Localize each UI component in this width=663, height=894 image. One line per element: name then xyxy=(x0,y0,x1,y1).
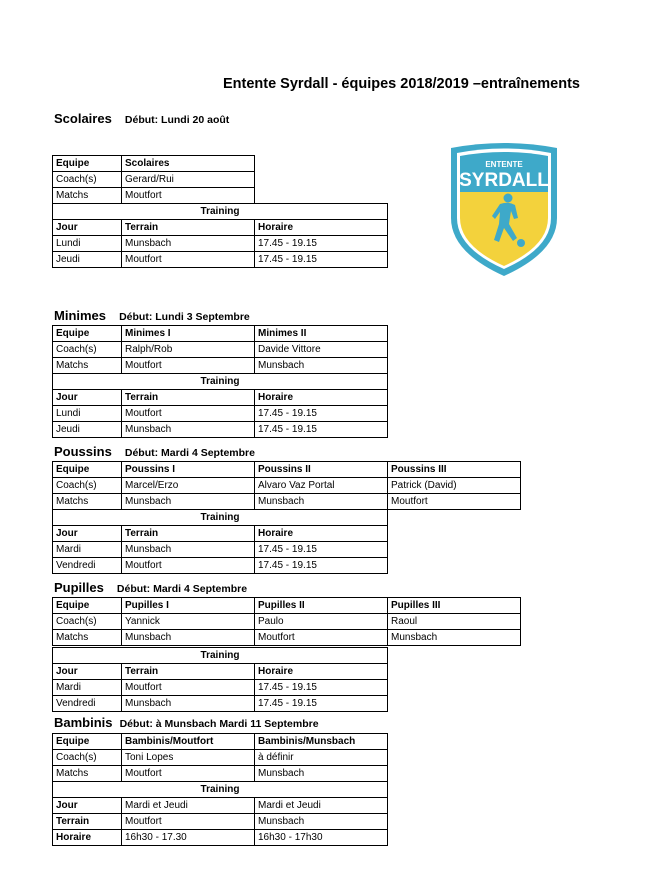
training-field: Munsbach xyxy=(122,542,255,558)
team-name: Scolaires xyxy=(122,156,255,172)
team-coach: Patrick (David) xyxy=(388,478,521,494)
table-row xyxy=(53,478,521,494)
training-day: Lundi xyxy=(53,236,122,252)
section-start-date: Début: Mardi 4 Septembre xyxy=(124,447,255,459)
section-header-bambinis xyxy=(54,715,319,730)
training-field: Munsbach xyxy=(122,236,255,252)
team-matchs: Moutfort xyxy=(388,494,521,510)
training-time: 17.45 - 19.15 xyxy=(255,236,388,252)
training-heading: Training xyxy=(53,510,388,526)
label-terrain: Terrain xyxy=(53,814,122,830)
table-row xyxy=(53,236,388,252)
table-row xyxy=(53,510,521,526)
team-name: Pupilles II xyxy=(255,598,388,614)
training-time: 17.45 - 19.15 xyxy=(255,422,388,438)
label-jour: Jour xyxy=(53,220,122,236)
label-terrain: Terrain xyxy=(122,220,255,236)
label-equipe: Equipe xyxy=(53,326,122,342)
label-jour: Jour xyxy=(53,390,122,406)
section-name: Bambinis xyxy=(54,715,113,730)
training-time: 16h30 - 17h30 xyxy=(255,830,388,846)
training-time: 17.45 - 19.15 xyxy=(255,406,388,422)
team-matchs: Munsbach xyxy=(255,358,388,374)
team-name: Minimes II xyxy=(255,326,388,342)
label-coach: Coach(s) xyxy=(53,172,122,188)
team-coach: Gerard/Rui xyxy=(122,172,255,188)
section-start-date: Début: à Munsbach Mardi 11 Septembre xyxy=(119,718,319,730)
team-matchs: Moutfort xyxy=(122,188,255,204)
section-start-date: Début: Lundi 20 août xyxy=(124,114,230,126)
training-field: Moutfort xyxy=(122,252,255,268)
table-row xyxy=(53,342,388,358)
team-matchs: Munsbach xyxy=(122,494,255,510)
training-field: Moutfort xyxy=(122,814,255,830)
team-coach: Paulo xyxy=(255,614,388,630)
table-row xyxy=(53,598,521,614)
team-name: Bambinis/Munsbach xyxy=(255,734,388,750)
team-matchs: Munsbach xyxy=(255,766,388,782)
training-field: Munsbach xyxy=(122,696,255,712)
training-field: Moutfort xyxy=(122,680,255,696)
table-row xyxy=(53,614,521,630)
label-terrain: Terrain xyxy=(122,664,255,680)
table-row xyxy=(53,462,521,478)
table-row xyxy=(53,326,388,342)
section-name: Scolaires xyxy=(54,111,112,126)
label-coach: Coach(s) xyxy=(53,614,122,630)
table-row xyxy=(53,358,388,374)
table-row xyxy=(53,734,388,750)
label-matchs: Matchs xyxy=(53,188,122,204)
logo-top-text: ENTENTE xyxy=(485,160,523,169)
team-name: Pupilles I xyxy=(122,598,255,614)
team-matchs: Moutfort xyxy=(255,630,388,646)
table-row xyxy=(53,830,388,846)
training-field: Moutfort xyxy=(122,406,255,422)
table-row xyxy=(53,630,521,646)
table-row xyxy=(53,220,388,236)
team-coach: Ralph/Rob xyxy=(122,342,255,358)
team-name: Poussins III xyxy=(388,462,521,478)
team-name: Pupilles III xyxy=(388,598,521,614)
document-title xyxy=(0,76,580,92)
team-matchs: Munsbach xyxy=(122,630,255,646)
training-day: Mardi et Jeudi xyxy=(122,798,255,814)
label-matchs: Matchs xyxy=(53,766,122,782)
table-row xyxy=(53,750,388,766)
team-coach: à définir xyxy=(255,750,388,766)
label-jour: Jour xyxy=(53,664,122,680)
table-row xyxy=(53,422,388,438)
label-coach: Coach(s) xyxy=(53,342,122,358)
table-row xyxy=(53,390,388,406)
table-row xyxy=(53,494,521,510)
table-row xyxy=(53,782,388,798)
label-horaire: Horaire xyxy=(255,390,388,406)
label-matchs: Matchs xyxy=(53,358,122,374)
table-row xyxy=(53,204,388,220)
table-row xyxy=(53,252,388,268)
table-row xyxy=(53,696,388,712)
document-title-text: Entente Syrdall - équipes 2018/2019 –entraînements xyxy=(222,76,580,92)
team-coach: Alvaro Vaz Portal xyxy=(255,478,388,494)
team-coach: Raoul xyxy=(388,614,521,630)
table-row xyxy=(53,766,388,782)
label-jour: Jour xyxy=(53,798,122,814)
section-header-poussins xyxy=(54,444,255,459)
table-scolaires xyxy=(52,155,388,268)
label-horaire: Horaire xyxy=(255,526,388,542)
label-horaire: Horaire xyxy=(255,220,388,236)
team-matchs: Munsbach xyxy=(255,494,388,510)
team-coach: Yannick xyxy=(122,614,255,630)
label-jour: Jour xyxy=(53,526,122,542)
training-heading: Training xyxy=(53,374,388,390)
section-header-minimes xyxy=(54,308,250,323)
team-matchs: Moutfort xyxy=(122,358,255,374)
training-time: 17.45 - 19.15 xyxy=(255,252,388,268)
training-time: 16h30 - 17.30 xyxy=(122,830,255,846)
table-row xyxy=(53,156,388,172)
table-row xyxy=(53,814,388,830)
training-heading: Training xyxy=(53,782,388,798)
training-time: 17.45 - 19.15 xyxy=(255,542,388,558)
training-day: Lundi xyxy=(53,406,122,422)
team-name: Poussins I xyxy=(122,462,255,478)
section-name: Poussins xyxy=(54,444,112,459)
label-terrain: Terrain xyxy=(122,526,255,542)
entente-syrdall-logo xyxy=(445,140,563,278)
logo-main-text: SYRDALL xyxy=(459,170,549,191)
table-row xyxy=(53,558,521,574)
training-field: Munsbach xyxy=(122,422,255,438)
training-day: Vendredi xyxy=(53,558,122,574)
training-time: 17.45 - 19.15 xyxy=(255,696,388,712)
training-heading: Training xyxy=(53,648,388,664)
training-day: Mardi et Jeudi xyxy=(255,798,388,814)
table-row xyxy=(53,374,388,390)
table-row xyxy=(53,188,388,204)
training-day: Mardi xyxy=(53,680,122,696)
section-name: Minimes xyxy=(54,308,107,323)
table-pupilles-training xyxy=(52,647,388,712)
team-coach: Toni Lopes xyxy=(122,750,255,766)
table-bambinis xyxy=(52,733,388,846)
label-matchs: Matchs xyxy=(53,630,122,646)
team-matchs: Munsbach xyxy=(388,630,521,646)
table-row xyxy=(53,648,388,664)
team-matchs: Moutfort xyxy=(122,766,255,782)
section-start-date: Début: Mardi 4 Septembre xyxy=(116,583,248,595)
section-header-pupilles xyxy=(54,580,247,595)
label-horaire: Horaire xyxy=(255,664,388,680)
label-coach: Coach(s) xyxy=(53,478,122,494)
table-minimes xyxy=(52,325,388,438)
label-equipe: Equipe xyxy=(53,462,122,478)
label-matchs: Matchs xyxy=(53,494,122,510)
training-field: Moutfort xyxy=(122,558,255,574)
section-header-scolaires xyxy=(54,111,229,126)
table-row xyxy=(53,798,388,814)
table-row xyxy=(53,406,388,422)
section-start-date: Début: Lundi 3 Septembre xyxy=(119,311,250,323)
team-name: Minimes I xyxy=(122,326,255,342)
label-equipe: Equipe xyxy=(53,598,122,614)
training-field: Munsbach xyxy=(255,814,388,830)
label-equipe: Equipe xyxy=(53,156,122,172)
table-row xyxy=(53,172,388,188)
label-terrain: Terrain xyxy=(122,390,255,406)
label-coach: Coach(s) xyxy=(53,750,122,766)
label-equipe: Equipe xyxy=(53,734,122,750)
team-name: Poussins II xyxy=(255,462,388,478)
label-horaire: Horaire xyxy=(53,830,122,846)
training-time: 17.45 - 19.15 xyxy=(255,558,388,574)
table-row xyxy=(53,542,521,558)
training-day: Jeudi xyxy=(53,252,122,268)
training-day: Mardi xyxy=(53,542,122,558)
training-day: Jeudi xyxy=(53,422,122,438)
table-row xyxy=(53,680,388,696)
team-coach: Davide Vittore xyxy=(255,342,388,358)
training-heading: Training xyxy=(53,204,388,220)
team-coach: Marcel/Erzo xyxy=(122,478,255,494)
team-name: Bambinis/Moutfort xyxy=(122,734,255,750)
training-time: 17.45 - 19.15 xyxy=(255,680,388,696)
table-poussins xyxy=(52,461,521,574)
section-name: Pupilles xyxy=(54,580,104,595)
table-row xyxy=(53,664,388,680)
table-row xyxy=(53,526,521,542)
training-day: Vendredi xyxy=(53,696,122,712)
